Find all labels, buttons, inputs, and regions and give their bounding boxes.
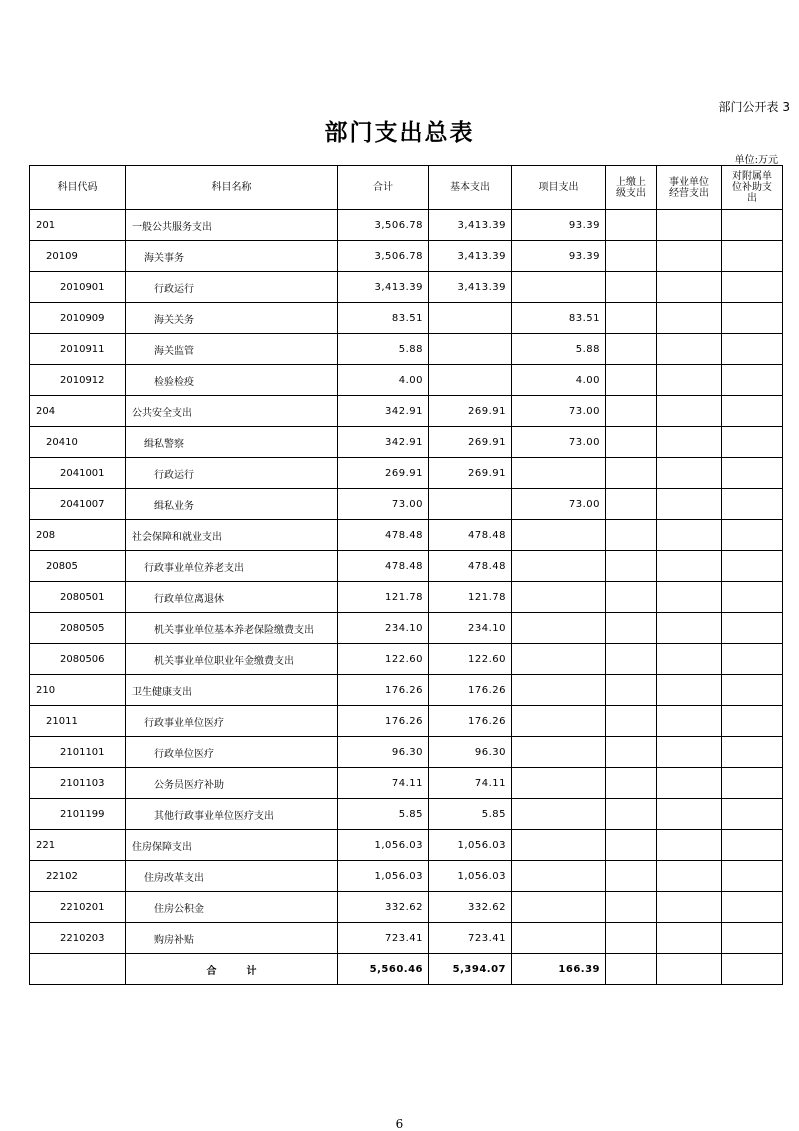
row-code: 2101103	[30, 768, 126, 799]
row-name: 行政单位离退休	[126, 582, 338, 613]
row-code: 210	[30, 675, 126, 706]
row-business	[657, 644, 722, 675]
row-name: 住房改革支出	[126, 861, 338, 892]
row-business	[657, 551, 722, 582]
table-row	[30, 551, 783, 582]
row-subsidy	[722, 892, 783, 923]
row-business	[657, 365, 722, 396]
row-business	[657, 923, 722, 954]
row-subsidy	[722, 737, 783, 768]
row-project: 5.88	[512, 334, 606, 365]
row-total: 478.48	[338, 520, 429, 551]
row-project	[512, 644, 606, 675]
row-business	[657, 830, 722, 861]
table-body	[30, 210, 783, 954]
row-basic: 3,413.39	[429, 241, 512, 272]
row-basic: 269.91	[429, 427, 512, 458]
row-basic: 478.48	[429, 551, 512, 582]
row-subsidy	[722, 830, 783, 861]
row-upper	[606, 861, 657, 892]
row-upper	[606, 644, 657, 675]
row-name: 公共安全支出	[126, 396, 338, 427]
row-name: 行政事业单位医疗	[126, 706, 338, 737]
row-subsidy	[722, 241, 783, 272]
row-subsidy	[722, 365, 783, 396]
row-total: 5.85	[338, 799, 429, 830]
total-label: 合计	[126, 954, 338, 985]
row-name: 一般公共服务支出	[126, 210, 338, 241]
row-project: 73.00	[512, 396, 606, 427]
row-basic	[429, 365, 512, 396]
table-row	[30, 861, 783, 892]
page-number: 6	[395, 1117, 404, 1131]
row-basic: 478.48	[429, 520, 512, 551]
row-business	[657, 210, 722, 241]
row-code: 2010912	[30, 365, 126, 396]
row-name: 住房公积金	[126, 892, 338, 923]
row-project: 83.51	[512, 303, 606, 334]
row-basic: 3,413.39	[429, 210, 512, 241]
total-upper	[606, 954, 657, 985]
row-code: 2101101	[30, 737, 126, 768]
row-code: 2210203	[30, 923, 126, 954]
row-upper	[606, 489, 657, 520]
table-row	[30, 272, 783, 303]
row-business	[657, 458, 722, 489]
row-project: 73.00	[512, 427, 606, 458]
row-basic: 122.60	[429, 644, 512, 675]
row-subsidy	[722, 613, 783, 644]
row-subsidy	[722, 799, 783, 830]
row-basic: 176.26	[429, 675, 512, 706]
row-subsidy	[722, 210, 783, 241]
row-code: 201	[30, 210, 126, 241]
row-business	[657, 768, 722, 799]
header-total: 合计	[338, 166, 429, 210]
row-basic: 269.91	[429, 396, 512, 427]
row-basic: 1,056.03	[429, 861, 512, 892]
row-basic	[429, 489, 512, 520]
table-number-label: 部门公开表 3	[718, 100, 790, 114]
row-upper	[606, 613, 657, 644]
row-name: 海关事务	[126, 241, 338, 272]
row-upper	[606, 706, 657, 737]
row-subsidy	[722, 675, 783, 706]
row-upper	[606, 675, 657, 706]
row-subsidy	[722, 520, 783, 551]
row-code: 2041007	[30, 489, 126, 520]
row-subsidy	[722, 272, 783, 303]
row-basic: 3,413.39	[429, 272, 512, 303]
row-business	[657, 737, 722, 768]
row-upper	[606, 737, 657, 768]
row-subsidy	[722, 644, 783, 675]
row-code: 20805	[30, 551, 126, 582]
row-project	[512, 675, 606, 706]
row-name: 检验检疫	[126, 365, 338, 396]
row-total: 332.62	[338, 892, 429, 923]
row-total: 1,056.03	[338, 830, 429, 861]
row-subsidy	[722, 706, 783, 737]
row-upper	[606, 830, 657, 861]
table-row	[30, 520, 783, 551]
total-sum: 5,560.46	[338, 954, 429, 985]
row-subsidy	[722, 551, 783, 582]
row-total: 176.26	[338, 706, 429, 737]
expenditure-table	[29, 165, 783, 985]
row-code: 2041001	[30, 458, 126, 489]
row-business	[657, 892, 722, 923]
row-name: 住房保障支出	[126, 830, 338, 861]
row-total: 342.91	[338, 396, 429, 427]
row-upper	[606, 768, 657, 799]
row-project	[512, 272, 606, 303]
header-basic: 基本支出	[429, 166, 512, 210]
table-row	[30, 210, 783, 241]
row-basic: 96.30	[429, 737, 512, 768]
row-project	[512, 737, 606, 768]
header-subsidy: 对附属单位补助支出	[722, 166, 783, 210]
row-upper	[606, 365, 657, 396]
row-code: 21011	[30, 706, 126, 737]
row-business	[657, 396, 722, 427]
row-total: 3,506.78	[338, 241, 429, 272]
row-upper	[606, 799, 657, 830]
row-upper	[606, 923, 657, 954]
row-name: 机关事业单位职业年金缴费支出	[126, 644, 338, 675]
row-name: 海关关务	[126, 303, 338, 334]
row-total: 73.00	[338, 489, 429, 520]
row-business	[657, 303, 722, 334]
row-code: 2010901	[30, 272, 126, 303]
row-basic	[429, 303, 512, 334]
row-business	[657, 272, 722, 303]
total-project: 166.39	[512, 954, 606, 985]
row-business	[657, 520, 722, 551]
row-business	[657, 613, 722, 644]
total-row	[30, 954, 783, 985]
row-subsidy	[722, 768, 783, 799]
row-basic: 723.41	[429, 923, 512, 954]
row-project	[512, 923, 606, 954]
row-subsidy	[722, 582, 783, 613]
total-empty-code	[30, 954, 126, 985]
table-row	[30, 675, 783, 706]
row-name: 社会保障和就业支出	[126, 520, 338, 551]
header-project: 项目支出	[512, 166, 606, 210]
row-name: 购房补贴	[126, 923, 338, 954]
row-name: 海关监管	[126, 334, 338, 365]
row-code: 2010909	[30, 303, 126, 334]
row-code: 20109	[30, 241, 126, 272]
table-row	[30, 644, 783, 675]
row-upper	[606, 582, 657, 613]
row-name: 公务员医疗补助	[126, 768, 338, 799]
row-code: 2080501	[30, 582, 126, 613]
row-subsidy	[722, 303, 783, 334]
row-total: 1,056.03	[338, 861, 429, 892]
header-upper: 上缴上级支出	[606, 166, 657, 210]
row-subsidy	[722, 923, 783, 954]
header-business: 事业单位经营支出	[657, 166, 722, 210]
row-total: 5.88	[338, 334, 429, 365]
row-business	[657, 675, 722, 706]
row-business	[657, 582, 722, 613]
row-project	[512, 706, 606, 737]
row-subsidy	[722, 334, 783, 365]
row-basic: 269.91	[429, 458, 512, 489]
row-upper	[606, 210, 657, 241]
row-name: 其他行政事业单位医疗支出	[126, 799, 338, 830]
row-total: 269.91	[338, 458, 429, 489]
row-upper	[606, 892, 657, 923]
table-row	[30, 737, 783, 768]
row-total: 3,506.78	[338, 210, 429, 241]
row-business	[657, 334, 722, 365]
row-name: 卫生健康支出	[126, 675, 338, 706]
row-total: 234.10	[338, 613, 429, 644]
row-project	[512, 551, 606, 582]
row-basic: 74.11	[429, 768, 512, 799]
row-basic: 5.85	[429, 799, 512, 830]
row-total: 96.30	[338, 737, 429, 768]
row-subsidy	[722, 427, 783, 458]
row-upper	[606, 334, 657, 365]
row-total: 4.00	[338, 365, 429, 396]
table-row	[30, 923, 783, 954]
row-name: 行政运行	[126, 272, 338, 303]
row-business	[657, 241, 722, 272]
row-total: 3,413.39	[338, 272, 429, 303]
row-business	[657, 706, 722, 737]
row-total: 122.60	[338, 644, 429, 675]
total-basic: 5,394.07	[429, 954, 512, 985]
row-project: 93.39	[512, 241, 606, 272]
row-code: 2210201	[30, 892, 126, 923]
row-project: 93.39	[512, 210, 606, 241]
table-row	[30, 892, 783, 923]
row-code: 221	[30, 830, 126, 861]
row-upper	[606, 241, 657, 272]
table-row	[30, 613, 783, 644]
table-row	[30, 768, 783, 799]
row-business	[657, 861, 722, 892]
row-project: 4.00	[512, 365, 606, 396]
row-name: 缉私业务	[126, 489, 338, 520]
row-project	[512, 613, 606, 644]
row-upper	[606, 551, 657, 582]
row-business	[657, 799, 722, 830]
row-upper	[606, 520, 657, 551]
row-basic	[429, 334, 512, 365]
row-name: 行政单位医疗	[126, 737, 338, 768]
row-basic: 176.26	[429, 706, 512, 737]
row-basic: 332.62	[429, 892, 512, 923]
row-business	[657, 489, 722, 520]
row-code: 2080506	[30, 644, 126, 675]
row-project	[512, 830, 606, 861]
table-row	[30, 427, 783, 458]
row-code: 20410	[30, 427, 126, 458]
unit-label: 单位:万元	[734, 155, 778, 166]
row-code: 2080505	[30, 613, 126, 644]
row-name: 行政事业单位养老支出	[126, 551, 338, 582]
row-total: 342.91	[338, 427, 429, 458]
table-row	[30, 458, 783, 489]
row-name: 机关事业单位基本养老保险缴费支出	[126, 613, 338, 644]
row-upper	[606, 272, 657, 303]
row-business	[657, 427, 722, 458]
table-row	[30, 830, 783, 861]
table-row	[30, 706, 783, 737]
row-project	[512, 861, 606, 892]
row-total: 83.51	[338, 303, 429, 334]
row-total: 723.41	[338, 923, 429, 954]
row-upper	[606, 458, 657, 489]
total-subsidy	[722, 954, 783, 985]
table-row	[30, 241, 783, 272]
row-basic: 1,056.03	[429, 830, 512, 861]
row-project	[512, 582, 606, 613]
row-project: 73.00	[512, 489, 606, 520]
row-total: 121.78	[338, 582, 429, 613]
table-row	[30, 799, 783, 830]
row-name: 行政运行	[126, 458, 338, 489]
row-upper	[606, 396, 657, 427]
table-header-row	[30, 166, 783, 210]
header-code: 科目代码	[30, 166, 126, 210]
row-upper	[606, 427, 657, 458]
row-code: 2010911	[30, 334, 126, 365]
row-project	[512, 799, 606, 830]
row-total: 176.26	[338, 675, 429, 706]
table-row	[30, 365, 783, 396]
row-subsidy	[722, 458, 783, 489]
row-code: 2101199	[30, 799, 126, 830]
table-row	[30, 334, 783, 365]
row-subsidy	[722, 861, 783, 892]
row-project	[512, 458, 606, 489]
row-code: 22102	[30, 861, 126, 892]
table-row	[30, 489, 783, 520]
row-basic: 121.78	[429, 582, 512, 613]
table-row	[30, 303, 783, 334]
table-row	[30, 396, 783, 427]
row-project	[512, 520, 606, 551]
row-name: 缉私警察	[126, 427, 338, 458]
page-title: 部门支出总表	[324, 119, 475, 146]
row-project	[512, 768, 606, 799]
table-row	[30, 582, 783, 613]
row-code: 204	[30, 396, 126, 427]
row-basic: 234.10	[429, 613, 512, 644]
row-total: 74.11	[338, 768, 429, 799]
row-upper	[606, 303, 657, 334]
total-business	[657, 954, 722, 985]
header-name: 科目名称	[126, 166, 338, 210]
row-code: 208	[30, 520, 126, 551]
row-project	[512, 892, 606, 923]
row-total: 478.48	[338, 551, 429, 582]
row-subsidy	[722, 396, 783, 427]
row-subsidy	[722, 489, 783, 520]
